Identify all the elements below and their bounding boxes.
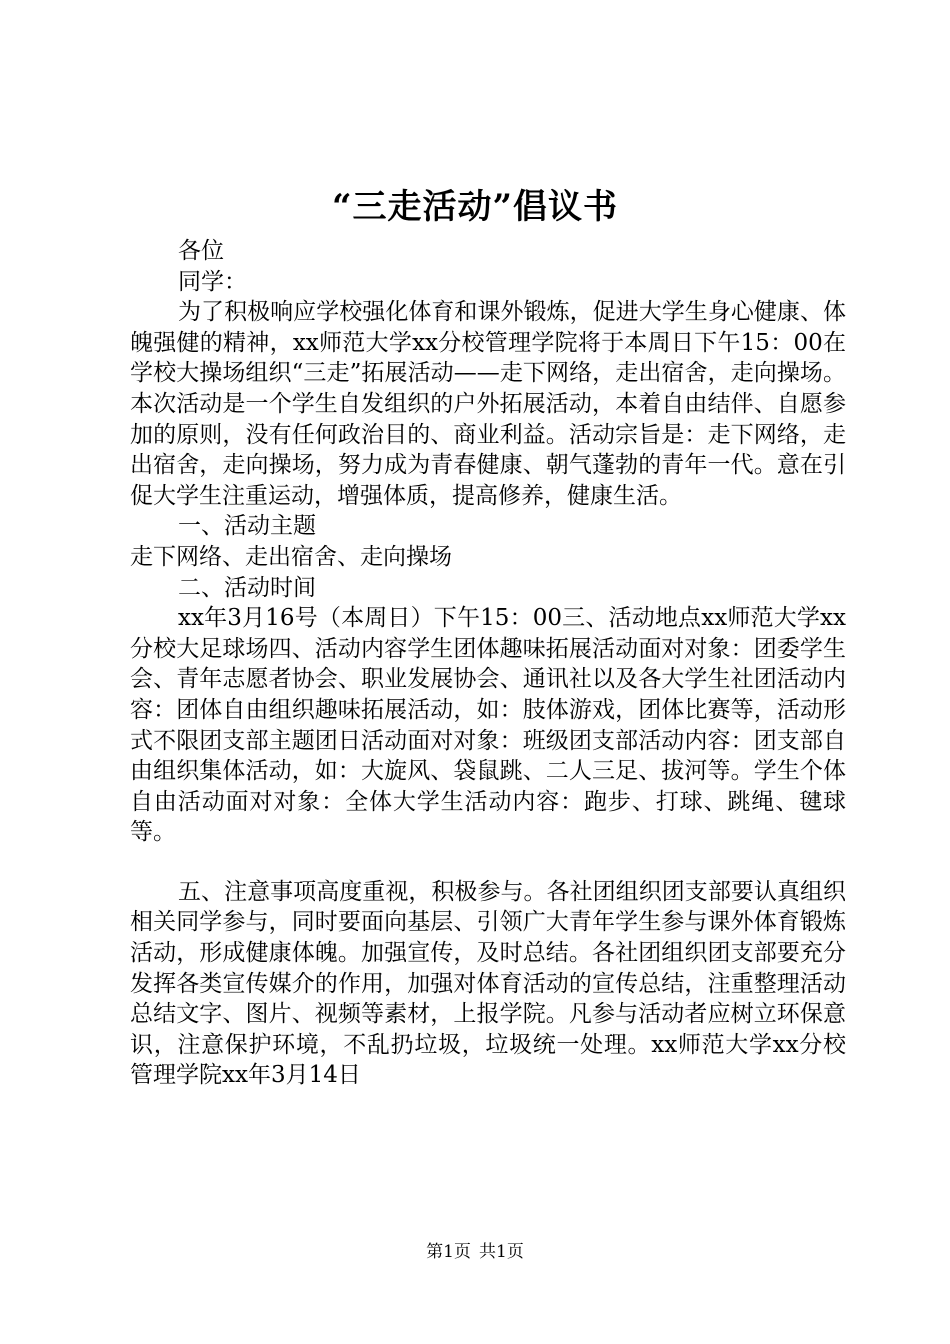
- page-total: 共1页: [479, 1242, 524, 1262]
- document-body: [130, 236, 846, 1091]
- section-5-paragraph: 五、注意事项高度重视，积极参与。各社团组织团支部要认真组织相关同学参与，同时要面向基层、引领广大青年学生参与课外体育锻炼活动，形成健康体魄。加强宣传，及时总结。各社团组织团支部要充分发挥各类宣传媒介的作用，加强对体育活动的宣传总结，注重整理活动总结文字、图片、视频等素材，上报学院。凡参与活动者应树立环保意识，注意保护环境，不乱扔垃圾，垃圾统一处理。xx师范大学xx分校管理学院xx年3月14日: [130, 878, 846, 1089]
- section-1-heading: 一、活动主题: [178, 513, 316, 540]
- section-2-heading: 二、活动时间: [178, 574, 316, 601]
- section-2-body: xx年3月16号（本周日）下午15：00三、活动地点xx师范大学xx分校大足球场四、活动内容学生团体趣味拓展活动面对对象：团委学生会、青年志愿者协会、职业发展协会、通讯社以及各大学生社团活动内容：团体自由组织趣味拓展活动，如：肢体游戏，团体比赛等，活动形式不限团支部主题团日活动面对对象：班级团支部活动内容：团支部自由组织集体活动，如：大旋风、袋鼠跳、二人三足、拔河等。学生个体自由活动面对对象：全体大学生活动内容：跑步、打球、跳绳、毽球等。: [130, 605, 846, 846]
- salutation-line-2: 同学：: [178, 268, 247, 295]
- page-footer: [0, 1240, 950, 1264]
- intro-paragraph: 为了积极响应学校强化体育和课外锻炼，促进大学生身心健康、体魄强健的精神，xx师范大学xx分校管理学院将于本周日下午15：00在学校大操场组织“三走”拓展活动——走下网络，走出宿舍，走向操场。本次活动是一个学生自发组织的户外拓展活动，本着自由结伴、自愿参加的原则，没有任何政治目的、商业利益。活动宗旨是：走下网络，走出宿舍，走向操场，努力成为青春健康、朝气蓬勃的青年一代。意在引促大学生注重运动，增强体质，提高修养，健康生活。: [130, 299, 846, 509]
- section-1-body: 走下网络、走出宿舍、走向操场: [130, 543, 452, 570]
- document-title: “三走活动”倡议书: [331, 187, 619, 227]
- page-number: 第1页: [426, 1242, 471, 1262]
- salutation-line-1: 各位: [178, 238, 224, 264]
